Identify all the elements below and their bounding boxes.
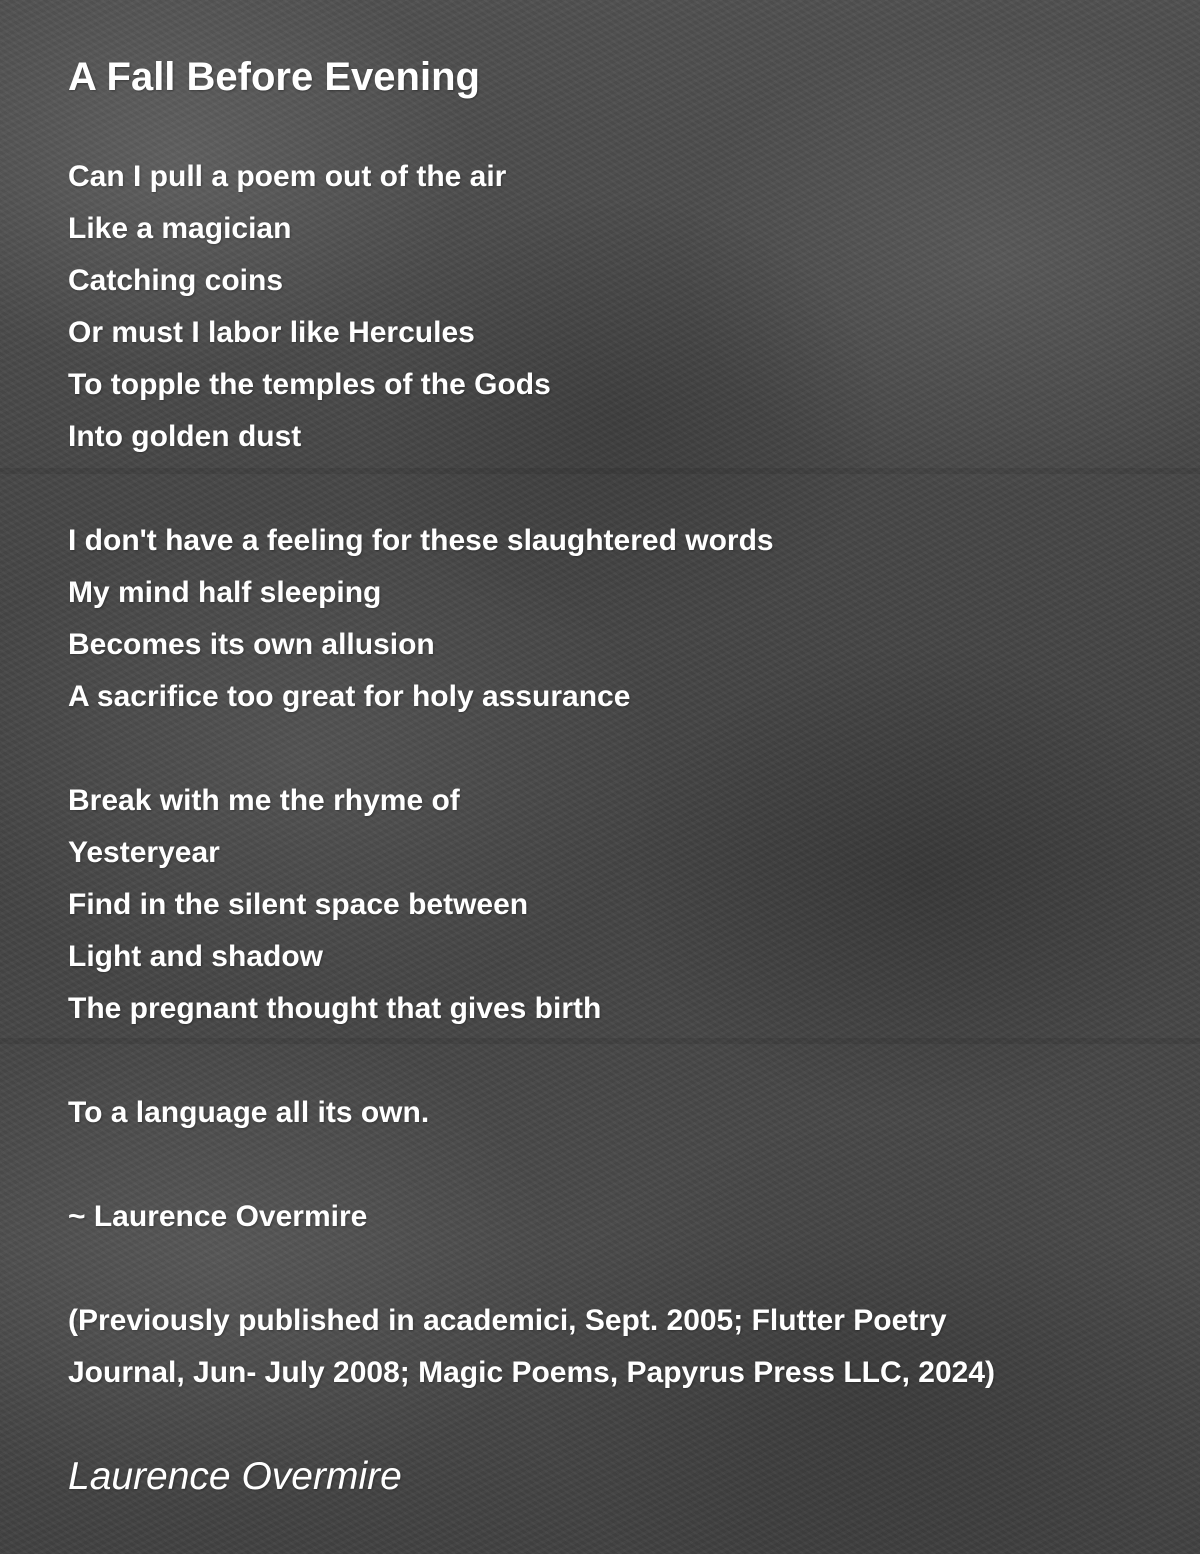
poem-line: I don't have a feeling for these slaughtered words [68, 524, 774, 557]
poem-line: My mind half sleeping [68, 576, 382, 609]
poem-line: Light and shadow [68, 940, 323, 973]
poem-line: Can I pull a poem out of the air [68, 160, 507, 193]
stanza-1 [68, 151, 1148, 463]
publication-note-line: (Previously published in academici, Sept. 2005; Flutter Poetry [68, 1304, 947, 1337]
poem-line: Becomes its own allusion [68, 628, 435, 661]
poem-line: The pregnant thought that gives birth [68, 992, 602, 1025]
stanza-2 [68, 515, 1148, 723]
poem-title: A Fall Before Evening [68, 55, 480, 99]
poem-header [68, 52, 1148, 102]
poem-body [68, 151, 1148, 1399]
poem-line: Or must I labor like Hercules [68, 316, 475, 349]
poem-line: Yesteryear [68, 836, 220, 869]
poem-line: To topple the temples of the Gods [68, 368, 551, 401]
stanza-3 [68, 775, 1148, 1035]
stanza-4 [68, 1087, 1148, 1139]
stanza-break [68, 1035, 1148, 1087]
poem-line: Find in the silent space between [68, 888, 529, 921]
poem-line: Break with me the rhyme of [68, 784, 460, 817]
stanza-break [68, 463, 1148, 515]
stanza-break [68, 1139, 1148, 1191]
poem-byline: ~ Laurence Overmire [68, 1200, 368, 1233]
poem-line: Into golden dust [68, 420, 302, 453]
author-signature: Laurence Overmire [68, 1455, 402, 1498]
stanza-break [68, 723, 1148, 775]
poem-line: Like a magician [68, 212, 292, 245]
poem-line: Catching coins [68, 264, 284, 297]
poem-line: To a language all its own. [68, 1096, 430, 1129]
poem-line: A sacrifice too great for holy assurance [68, 680, 631, 713]
publication-note [68, 1295, 1148, 1399]
stanza-break [68, 1243, 1148, 1295]
publication-note-line: Journal, Jun- July 2008; Magic Poems, Papyrus Press LLC, 2024) [68, 1356, 996, 1389]
